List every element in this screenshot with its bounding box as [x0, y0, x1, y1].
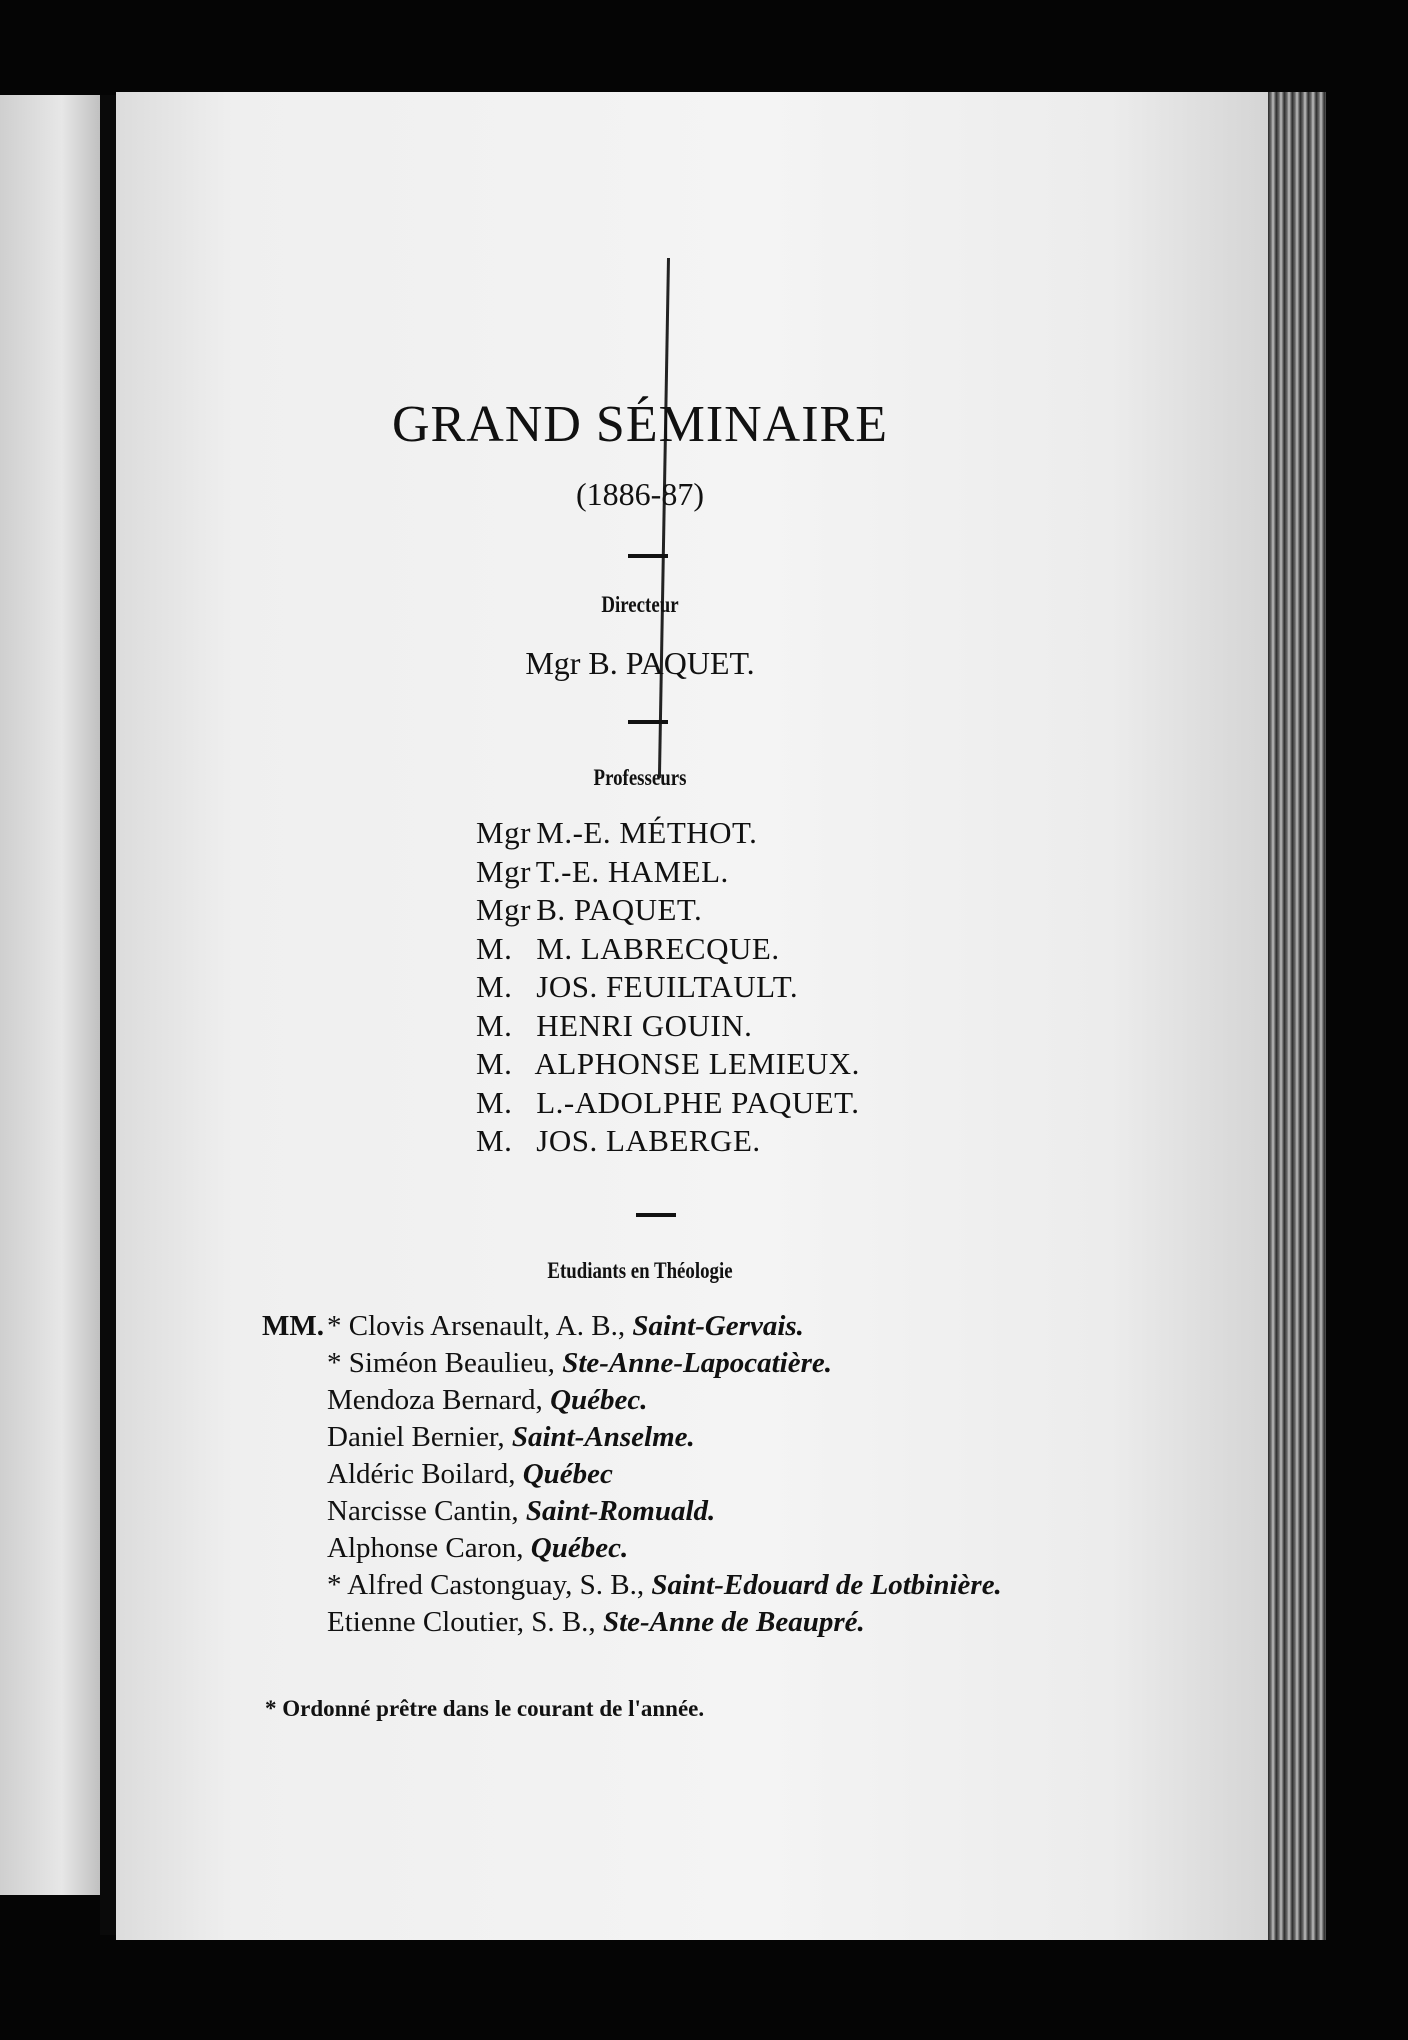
student-item: Mendoza Bernard, Québec. — [327, 1384, 648, 1416]
page-edges — [1268, 92, 1326, 1940]
students-heading: Etudiants en Théologie — [547, 1258, 733, 1283]
book-gutter — [100, 95, 116, 1935]
facing-page-edge — [0, 95, 103, 1895]
professor-item: M. M. LABRECQUE. — [476, 930, 780, 966]
divider — [636, 1213, 676, 1217]
professor-item: Mgr M.-E. MÉTHOT. — [476, 815, 758, 850]
page-title: GRAND SÉMINAIRE — [392, 396, 888, 453]
professors-heading: Professeurs — [593, 765, 687, 790]
students-prefix: MM. — [262, 1310, 324, 1342]
professor-item: M. ALPHONSE LEMIEUX. — [476, 1046, 860, 1081]
student-item: * Clovis Arsenault, A. B., Saint-Gervais. — [327, 1310, 804, 1342]
professor-item: Mgr T.-E. HAMEL. — [476, 853, 729, 889]
student-item: * Alfred Castonguay, S. B., Saint-Edouard de Lotbinière. — [327, 1569, 1002, 1601]
student-item: Alphonse Caron, Québec. — [327, 1532, 629, 1564]
student-item: * Siméon Beaulieu, Ste-Anne-Lapocatière. — [327, 1347, 833, 1379]
professor-item: M. JOS. LABERGE. — [476, 1123, 761, 1158]
professors-list — [476, 815, 860, 1162]
director-name: Mgr B. PAQUET. — [525, 645, 755, 681]
professor-item: M. L.-ADOLPHE PAQUET. — [476, 1084, 860, 1120]
students-list — [327, 1310, 1002, 1643]
student-item: Etienne Cloutier, S. B., Ste-Anne de Beaupré. — [327, 1606, 865, 1638]
student-item: Aldéric Boilard, Québec — [327, 1458, 613, 1490]
divider — [628, 554, 668, 558]
student-item: Daniel Bernier, Saint-Anselme. — [327, 1421, 695, 1453]
professor-item: Mgr B. PAQUET. — [476, 892, 703, 927]
divider — [628, 720, 668, 724]
director-heading: Directeur — [601, 592, 679, 617]
professor-item: M. JOS. FEUILTAULT. — [476, 969, 799, 1004]
academic-year: (1886-87) — [576, 476, 704, 512]
footnote: * Ordonné prêtre dans le courant de l'année. — [265, 1696, 705, 1721]
student-item: Narcisse Cantin, Saint-Romuald. — [327, 1495, 716, 1527]
professor-item: M. HENRI GOUIN. — [476, 1007, 753, 1043]
